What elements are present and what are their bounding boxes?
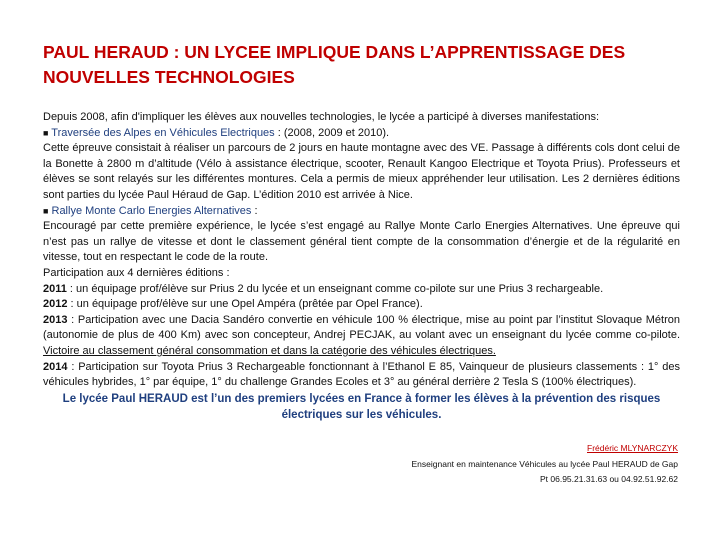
edition-text: : un équipage prof/élève sur une Opel Ampéra (prêtée par Opel France). bbox=[67, 298, 423, 311]
intro-paragraph: Depuis 2008, afin d'impliquer les élèves aux nouvelles technologies, le lycée a participé à diverses manifestations: bbox=[43, 111, 600, 123]
section2-heading: Rallye Monte Carlo Energies Alternatives bbox=[51, 204, 252, 217]
page-title: PAUL HERAUD : UN LYCEE IMPLIQUE DANS L’APPRENTISSAGE DES NOUVELLES TECHNOLOGIES bbox=[43, 42, 626, 87]
signature-name: Frédéric MLYNARCZYK bbox=[587, 443, 678, 453]
participation-line: Participation aux 4 dernières éditions : bbox=[43, 266, 230, 279]
edition-year: 2012 bbox=[43, 298, 68, 311]
document-body bbox=[43, 110, 680, 423]
bullet-square-icon: ■ bbox=[43, 127, 49, 138]
signature-role: Enseignant en maintenance Véhicules au lycée Paul HERAUD de Gap bbox=[411, 458, 678, 469]
section2-heading-suffix: : bbox=[251, 204, 258, 217]
edition-year: 2013 bbox=[43, 313, 68, 326]
edition-text: : Participation avec une Dacia Sandéro convertie en véhicule 100 % électrique, mise au point par l’institut Slovaque Métron (autonomie de plus de 400 Km) avec son concepteur, Andrej PECJAK, au volant avec un enseignant du lycée comme co-pilote. bbox=[43, 313, 680, 342]
section1-heading-suffix: : (2008, 2009 et 2010). bbox=[274, 126, 390, 139]
edition-2011 bbox=[43, 282, 680, 298]
signature-phone: Pt 06.95.21.31.63 ou 04.92.51.92.62 bbox=[539, 474, 678, 484]
edition-text: : Participation sur Toyota Prius 3 Rechargeable fonctionnant à l’Ethanol E 85, Vainqueur de plusieurs classements : 1° des véhicules hybrides, 1° par équipe, 1° du challenge Grandes Ecoles et 3° au général derrière 2 Tesla S (100% électriques). bbox=[43, 360, 680, 389]
edition-2012 bbox=[43, 297, 680, 313]
section1-heading-line bbox=[43, 126, 680, 142]
edition-year: 2011 bbox=[43, 282, 67, 295]
section1-heading: Traversée des Alpes en Véhicules Electriques bbox=[51, 126, 275, 139]
section2-heading-line bbox=[43, 204, 680, 220]
edition-text: : un équipage prof/élève sur Prius 2 du lycée et un enseignant comme co-pilote sur une Prius 3 rechargeable. bbox=[66, 282, 604, 295]
edition-year: 2014 bbox=[43, 360, 68, 373]
section1-text: Cette épreuve consistait à réaliser un parcours de 2 jours en haute montagne avec des VE. Passage à différents cols dont celui de la Bonette à 2800 m d’altitude (Vélo à assistance électrique, scooter, Renault Kangoo Electrique et Toyota Prius). Professeurs et élèves se sont relayés sur les différentes montures. Cela a permis de mieux appréhender leur utilisation. Les 2 dernières éditions sont parties du lycée Paul Héraud de Gap. L’édition 2010 est arrivée à Nice. bbox=[43, 142, 680, 201]
conclusion: Le lycée Paul HERAUD est l’un des premiers lycées en France à former les élèves à la prévention des risques électriques sur les véhicules. bbox=[62, 392, 661, 421]
bullet-square-icon: ■ bbox=[43, 205, 49, 216]
section2-text: Encouragé par cette première expérience, le lycée s’est engagé au Rallye Monte Carlo Energies Alternatives. Une épreuve qui n’est pas un rallye de vitesse et dont le classement général tient compte de la consommation d’énergie et de la régularité en vitesse, tout en respectant le code de la route. bbox=[43, 220, 680, 264]
edition-2013 bbox=[43, 313, 680, 360]
edition-2014 bbox=[43, 360, 680, 391]
edition-victory-underlined: Victoire au classement général consommation et dans la catégorie des véhicules électriques. bbox=[43, 344, 496, 357]
signature-block bbox=[412, 441, 679, 488]
